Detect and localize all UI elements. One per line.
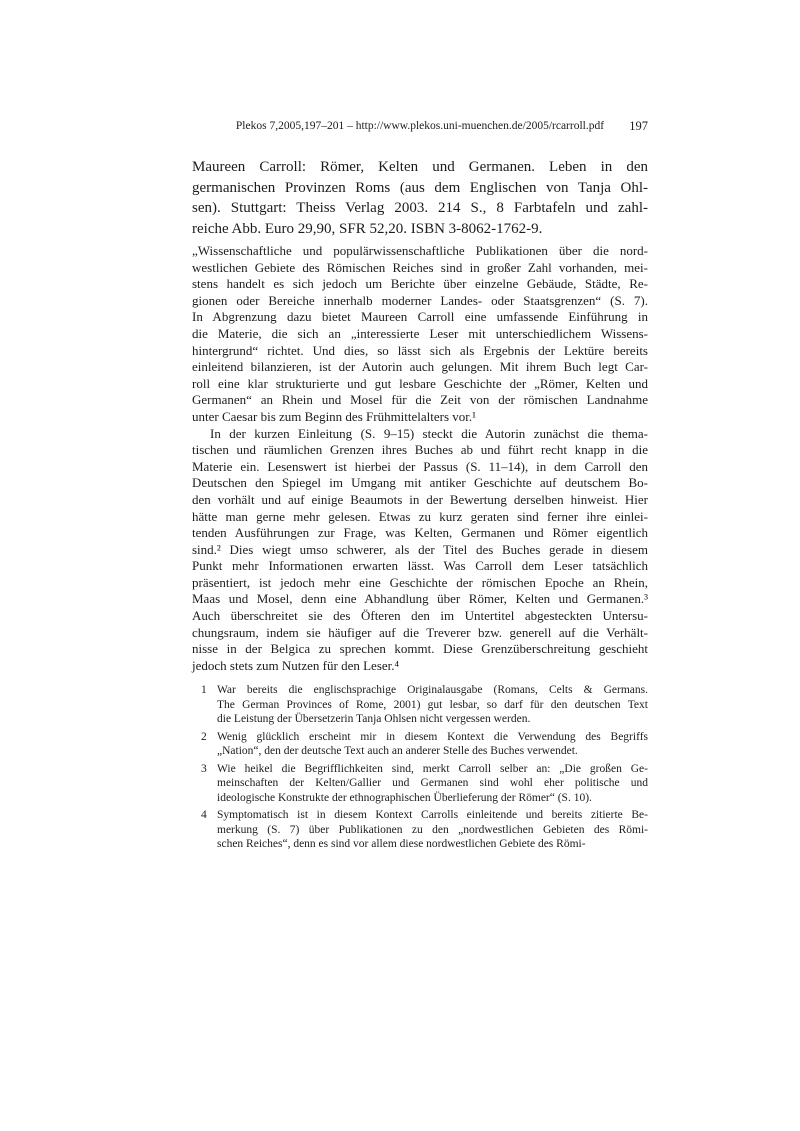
- text-line: hintergrund“ richtet. Und dies, so lässt sich als Ergebnis der Lektüre bereits: [192, 342, 648, 358]
- text-line: ideologische Konstrukte der ethnographischen Überlieferung der Römer“ (S. 10).: [217, 791, 592, 804]
- text-line: In der kurzen Einleitung (S. 9–15) steckt die Autorin zunächst die thema-: [210, 425, 648, 441]
- review-body: [192, 243, 648, 674]
- footnote: [192, 730, 648, 759]
- book-title: [192, 157, 648, 239]
- text-line: die Leistung der Übersetzerin Tanja Ohlsen nicht vergessen werden.: [217, 713, 531, 726]
- text-line: gionen oder Bereiche innerhalb moderner Landes- oder Staatsgrenzen“ (S. 7).: [192, 292, 648, 308]
- text-line: reiche Abb. Euro 29,90, SFR 52,20. ISBN 3-8062-1762-9.: [192, 220, 543, 237]
- page-number: 197: [629, 119, 648, 133]
- body-paragraph: [192, 243, 648, 426]
- footnote: [192, 683, 648, 727]
- text-line: germanischen Provinzen Roms (aus dem Englischen von Tanja Ohl-: [192, 179, 648, 196]
- body-paragraph: [192, 426, 648, 675]
- text-line: Wie heikel die Begrifflichkeiten sind, merkt Carroll selber an: „Die großen Ge-: [217, 762, 648, 775]
- text-line: sind.² Dies wiegt umso schwerer, als der Titel des Buches gerade in diesem: [192, 541, 648, 557]
- footnote: [192, 808, 648, 852]
- text-line: merkung (S. 7) über Publikationen zu den „nordwestlichen Gebieten des Römi-: [217, 823, 648, 836]
- journal-citation: Plekos 7,2005,197–201 – http://www.plekos.uni-muenchen.de/2005/rcarroll.pdf: [235, 120, 605, 132]
- text-line: präsentiert, ist jedoch mehr eine Geschichte der römischen Epoche an Rhein,: [192, 574, 648, 590]
- text-line: Punkt mehr Informationen erwarten lässt. Was Carroll dem Leser tatsächlich: [192, 558, 648, 574]
- text-line: Symptomatisch ist in diesem Kontext Carrolls einleitende und bereits zitierte Be-: [217, 809, 648, 822]
- text-line: den vorhält und auf einige Beaumots in der Bewertung derselben hinweist. Hier: [192, 491, 648, 507]
- text-line: die Materie, die sich an „interessierte Leser mit unterschiedlichem Wissens-: [192, 325, 648, 341]
- text-line: The German Provinces of Rome, 2001) gut lesbar, so darf für den deutschen Text: [217, 698, 648, 711]
- text-line: sen). Stuttgart: Theiss Verlag 2003. 214 S., 8 Farbtafeln und zahl-: [192, 200, 648, 216]
- text-line: Germanen“ an Rhein und Mosel für die Zeit von der römischen Landnahme: [192, 392, 648, 408]
- text-line: stens handelt es sich jedoch um Berichte über einzelne Gebäude, Städte, Re-: [192, 276, 648, 292]
- text-line: roll eine klar strukturierte und gut lesbare Geschichte der „Römer, Kelten und: [192, 375, 648, 391]
- footnote-text: [217, 808, 648, 852]
- text-line: Wenig glücklich erscheint mir in diesem Kontext die Verwendung des Begriffs: [217, 730, 648, 743]
- text-line: tenden Ausführungen zur Frage, was Kelten, Germanen und Römer eigentlich: [192, 525, 648, 541]
- text-line: unter Caesar bis zum Beginn des Frühmittelalters vor.¹: [192, 408, 477, 424]
- text-line: „Nation“, den der deutsche Text auch an anderer Stelle des Buches verwendet.: [217, 745, 578, 758]
- text-line: War bereits die englischsprachige Originalausgabe (Romans, Celts & Germans.: [217, 684, 648, 697]
- text-line: westlichen Gebiete des Römischen Reiches sind in großer Zahl vorhanden, mei-: [192, 259, 648, 275]
- footnotes-section: [192, 683, 648, 852]
- text-line: nisse in der Belgica zu sprechen kommt. Diese Grenzüberschreitung geschieht: [192, 641, 648, 657]
- text-line: hätte man gerne mehr gelesen. Etwas zu kurz geraten sind ferner ihre einlei-: [192, 508, 648, 524]
- footnote-number: 2: [201, 730, 207, 743]
- text-line: Maureen Carroll: Römer, Kelten und Germanen. Leben in den: [192, 159, 648, 175]
- footnote-number: 4: [201, 809, 207, 822]
- running-header: [192, 119, 648, 134]
- footnote-text: [217, 683, 648, 727]
- text-line: einleitend bilanzieren, ist der Autorin auch gelungen. Mit ihrem Buch legt Car-: [192, 359, 648, 375]
- text-line: chungsraum, indem sie häufiger auf die Treverer bzw. generell auf die Verhält-: [192, 624, 648, 640]
- text-line: schen Reiches“, denn es sind vor allem diese nordwestlichen Gebiete des Römi-: [217, 838, 586, 851]
- text-line: Materie ein. Lesenswert ist hierbei der Passus (S. 11–14), in dem Carroll den: [192, 458, 648, 474]
- text-line: meinschaften der Kelten/Gallier und Germanen sind wohl eher politische und: [217, 777, 648, 790]
- text-line: „Wissenschaftliche und populärwissenschaftliche Publikationen über die nord-: [192, 243, 648, 258]
- footnote-text: [217, 730, 648, 759]
- text-line: Deutschen den Spiegel im Umgang mit antiker Geschichte auf deutschem Bo-: [192, 475, 648, 491]
- text-line: In Abgrenzung dazu bietet Maureen Carroll eine umfassende Einführung in: [192, 309, 648, 325]
- text-line: Auch überschreitet sie des Öfteren den im Untertitel abgesteckten Untersu-: [192, 608, 648, 624]
- text-line: Maas und Mosel, denn eine Abhandlung über Römer, Kelten und Germanen.³: [192, 591, 648, 607]
- text-line: jedoch stets zum Nutzen für den Leser.⁴: [192, 657, 400, 673]
- text-line: tischen und räumlichen Grenzen ihres Buches ab und führt recht knapp in die: [192, 442, 648, 458]
- text-column: [192, 119, 648, 852]
- footnote-text: [217, 762, 648, 806]
- footnote-number: 3: [201, 762, 207, 775]
- footnote: [192, 762, 648, 806]
- footnote-number: 1: [201, 684, 207, 697]
